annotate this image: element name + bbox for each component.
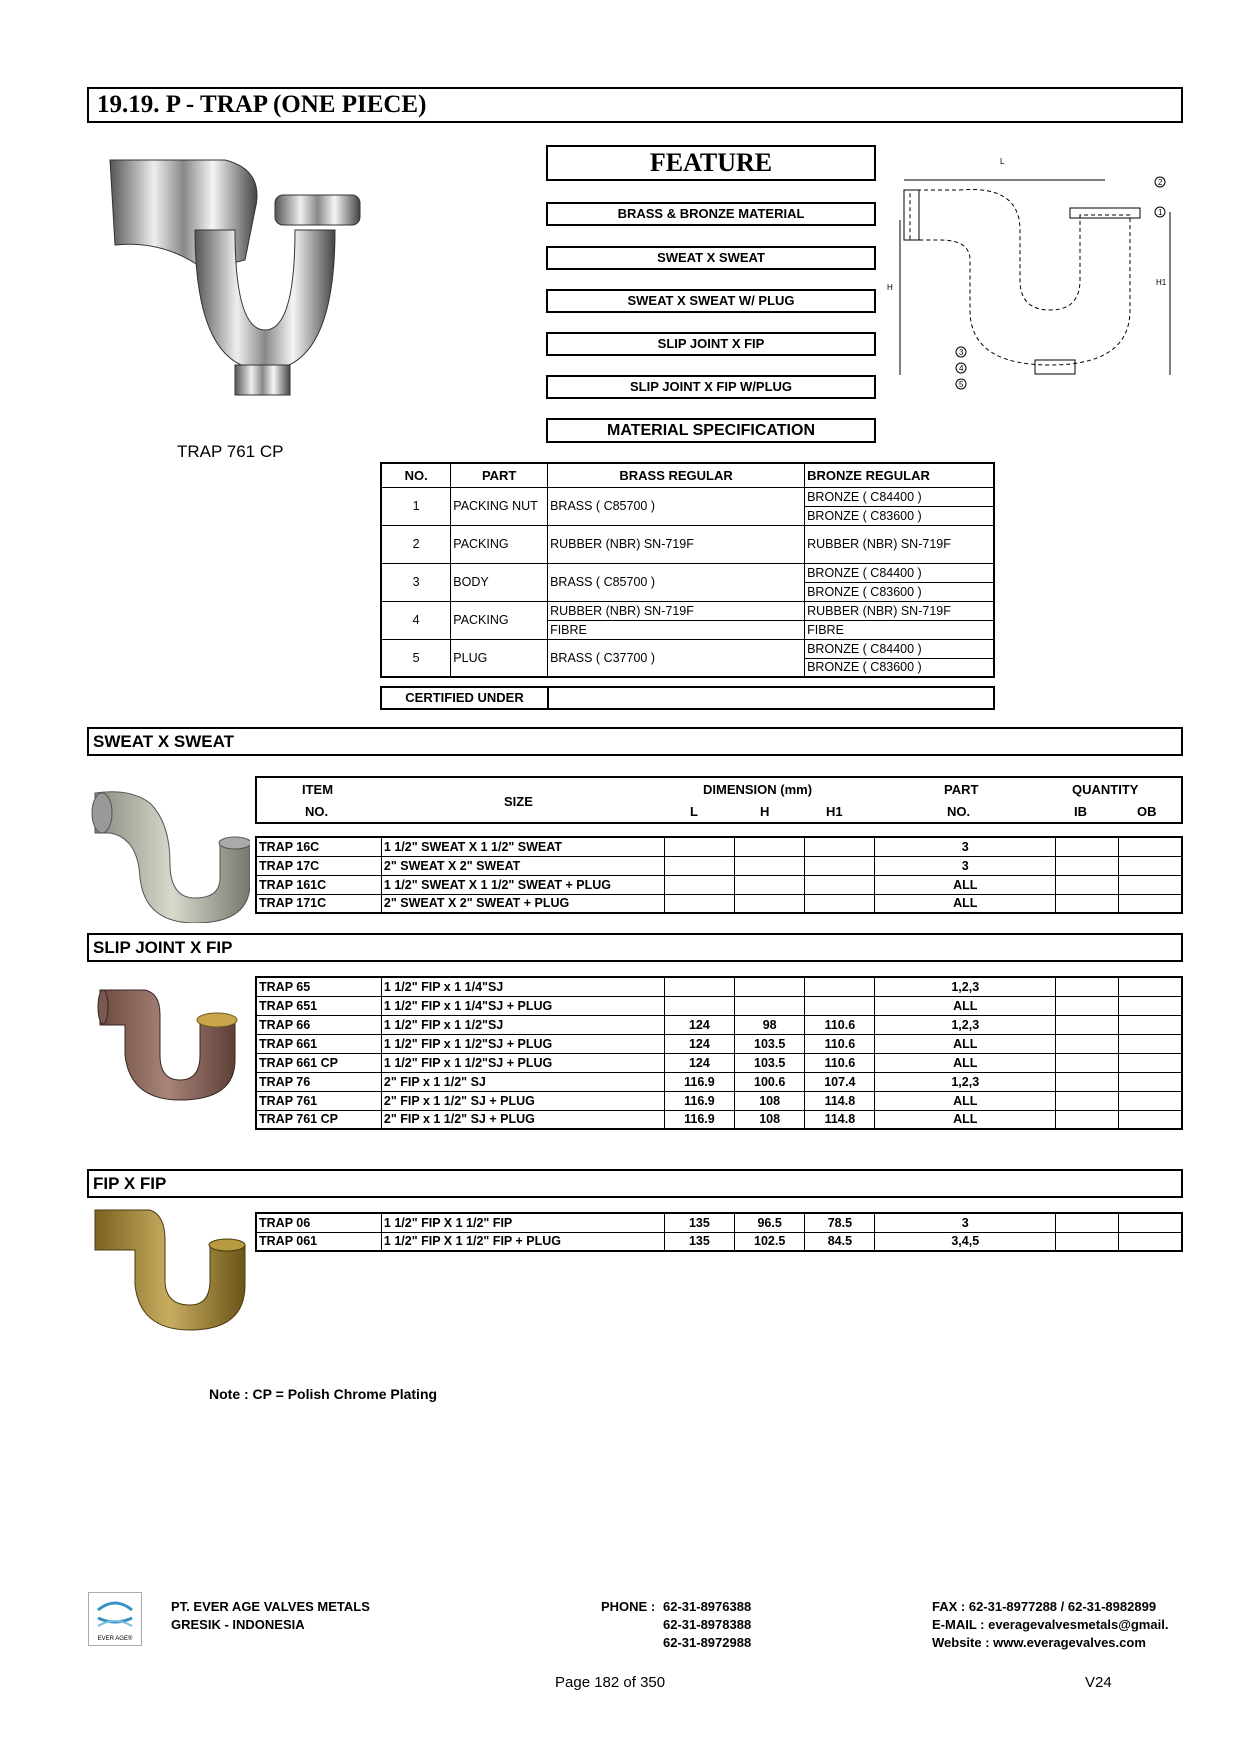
row-brass: RUBBER (NBR) SN-719F (548, 601, 805, 620)
fip-table (255, 1212, 1183, 1252)
size: 1 1/2" FIP x 1 1/4"SJ + PLUG (381, 996, 664, 1015)
row-no: 1 (381, 487, 451, 525)
qty-ob (1119, 837, 1182, 856)
part-no: ALL (875, 1034, 1056, 1053)
diagram-label: 1 (1158, 208, 1163, 217)
size: 1 1/2" FIP x 1 1/4"SJ (381, 977, 664, 996)
row-bronze: RUBBER (NBR) SN-719F (805, 525, 994, 563)
dim-l (664, 894, 734, 913)
table-row (256, 996, 1182, 1015)
diagram-label: 3 (959, 348, 964, 357)
dim-h1: 84.5 (805, 1232, 875, 1251)
qty-ib (1056, 1110, 1119, 1129)
feature-item: SLIP JOINT X FIP W/PLUG (546, 375, 876, 399)
dim-h: 100.6 (735, 1072, 805, 1091)
col-header: BRONZE REGULAR (805, 463, 994, 487)
dim-l: 124 (664, 1015, 734, 1034)
qty-ib (1056, 837, 1119, 856)
qty-ob (1119, 996, 1182, 1015)
dim-h: 98 (735, 1015, 805, 1034)
size: 1 1/2" FIP x 1 1/2"SJ + PLUG (381, 1053, 664, 1072)
product-photo-slip-joint (95, 985, 245, 1105)
phone-label: PHONE : (601, 1599, 656, 1614)
diagram-label: 2 (1158, 178, 1163, 187)
certified-label: CERTIFIED UNDER (382, 688, 549, 708)
part-no: ALL (875, 1053, 1056, 1072)
item-no: TRAP 76 (256, 1072, 381, 1091)
qty-ob (1119, 1232, 1182, 1251)
qty-ib (1056, 875, 1119, 894)
row-brass: BRASS ( C85700 ) (548, 487, 805, 525)
section-title: SWEAT X SWEAT (87, 727, 1183, 756)
diagram-label: H (887, 283, 893, 292)
qty-ob (1119, 1091, 1182, 1110)
dim-l (664, 977, 734, 996)
section-title: FIP X FIP (87, 1169, 1183, 1198)
part-no: ALL (875, 996, 1056, 1015)
part-no: 3 (875, 856, 1056, 875)
feature-item: BRASS & BRONZE MATERIAL (546, 202, 876, 226)
table-row (256, 894, 1182, 913)
row-bronze: BRONZE ( C84400 ) (805, 563, 994, 582)
qty-ib (1056, 1213, 1119, 1232)
col-header: BRASS REGULAR (548, 463, 805, 487)
page-number: Page 182 of 350 (555, 1674, 666, 1691)
dim-h1 (805, 894, 875, 913)
version: V24 (1085, 1674, 1112, 1691)
item-no: TRAP 761 CP (256, 1110, 381, 1129)
dim-h1 (805, 996, 875, 1015)
qty-ob (1119, 894, 1182, 913)
size: 2" FIP x 1 1/2" SJ + PLUG (381, 1110, 664, 1129)
row-no: 4 (381, 601, 451, 639)
qty-ob (1119, 1110, 1182, 1129)
item-no: TRAP 661 CP (256, 1053, 381, 1072)
hdr-item-no: NO. (305, 804, 329, 819)
qty-ob (1119, 875, 1182, 894)
qty-ib (1056, 1232, 1119, 1251)
qty-ob (1119, 856, 1182, 875)
qty-ib (1056, 1053, 1119, 1072)
size: 1 1/2" FIP X 1 1/2" FIP + PLUG (381, 1232, 664, 1251)
diagram-label: 5 (959, 380, 964, 389)
row-part: BODY (451, 563, 548, 601)
product-photo-chrome (105, 150, 375, 410)
hdr-l: L (690, 804, 698, 819)
email: E-MAIL : everagevalvesmetals@gmail. (932, 1617, 1169, 1632)
qty-ib (1056, 894, 1119, 913)
qty-ib (1056, 1091, 1119, 1110)
row-bronze: RUBBER (NBR) SN-719F (805, 601, 994, 620)
hdr-part-no: NO. (947, 804, 971, 819)
dim-h (735, 875, 805, 894)
page-title: 19.19. P - TRAP (ONE PIECE) (87, 87, 1183, 123)
row-no: 2 (381, 525, 451, 563)
item-no: TRAP 061 (256, 1232, 381, 1251)
dim-h1 (805, 977, 875, 996)
row-bronze: BRONZE ( C83600 ) (805, 582, 994, 601)
qty-ob (1119, 1072, 1182, 1091)
dimension-header (255, 776, 1183, 824)
dim-l: 135 (664, 1213, 734, 1232)
table-row (256, 856, 1182, 875)
product-caption: TRAP 761 CP (177, 442, 284, 461)
dim-h: 108 (735, 1091, 805, 1110)
hdr-h1: H1 (826, 804, 843, 819)
dim-h1 (805, 837, 875, 856)
dim-l (664, 837, 734, 856)
material-spec-heading: MATERIAL SPECIFICATION (546, 418, 876, 443)
diagram-label: L (1000, 157, 1005, 166)
hdr-ob: OB (1137, 804, 1157, 819)
dim-h (735, 856, 805, 875)
table-row (256, 977, 1182, 996)
hdr-ib: IB (1074, 804, 1087, 819)
feature-item: SLIP JOINT X FIP (546, 332, 876, 356)
part-no: 3 (875, 837, 1056, 856)
dim-h1: 114.8 (805, 1091, 875, 1110)
row-bronze: BRONZE ( C84400 ) (805, 487, 994, 506)
hdr-size: SIZE (504, 794, 533, 809)
row-bronze: BRONZE ( C83600 ) (805, 658, 994, 677)
table-row (256, 1091, 1182, 1110)
item-no: TRAP 171C (256, 894, 381, 913)
size: 2" SWEAT X 2" SWEAT + PLUG (381, 894, 664, 913)
item-no: TRAP 17C (256, 856, 381, 875)
qty-ob (1119, 1053, 1182, 1072)
dim-h1: 78.5 (805, 1213, 875, 1232)
part-no: 1,2,3 (875, 1072, 1056, 1091)
dim-h (735, 894, 805, 913)
hdr-item: ITEM (302, 782, 334, 797)
company-name: PT. EVER AGE VALVES METALS (171, 1599, 370, 1614)
dim-h1: 107.4 (805, 1072, 875, 1091)
qty-ob (1119, 1034, 1182, 1053)
logo-text: EVER AGE® (97, 1636, 133, 1642)
dim-h1 (805, 875, 875, 894)
dim-l: 124 (664, 1053, 734, 1072)
hdr-quantity: QUANTITY (1072, 782, 1139, 797)
fax: FAX : 62-31-8977288 / 62-31-8982899 (932, 1599, 1157, 1614)
dim-l: 124 (664, 1034, 734, 1053)
dim-h: 96.5 (735, 1213, 805, 1232)
dim-h1 (805, 856, 875, 875)
row-bronze: BRONZE ( C84400 ) (805, 639, 994, 658)
part-no: 1,2,3 (875, 1015, 1056, 1034)
table-row (256, 1053, 1182, 1072)
row-no: 3 (381, 563, 451, 601)
part-no: ALL (875, 894, 1056, 913)
part-no: ALL (875, 1110, 1056, 1129)
item-no: TRAP 16C (256, 837, 381, 856)
feature-item: SWEAT X SWEAT (546, 246, 876, 270)
dim-h: 108 (735, 1110, 805, 1129)
part-no: 3,4,5 (875, 1232, 1056, 1251)
dim-l (664, 996, 734, 1015)
dim-h1: 110.6 (805, 1034, 875, 1053)
website: Website : www.everagevalves.com (932, 1635, 1146, 1650)
phone-number: 62-31-8972988 (663, 1635, 752, 1650)
dim-l: 116.9 (664, 1072, 734, 1091)
dim-l: 116.9 (664, 1110, 734, 1129)
qty-ib (1056, 1034, 1119, 1053)
dim-h (735, 837, 805, 856)
col-header: NO. (381, 463, 451, 487)
hdr-part: PART (944, 782, 979, 797)
dim-h: 103.5 (735, 1034, 805, 1053)
table-row (256, 837, 1182, 856)
table-row (256, 1015, 1182, 1034)
row-brass: RUBBER (NBR) SN-719F (548, 525, 805, 563)
qty-ib (1056, 1015, 1119, 1034)
table-row (256, 1110, 1182, 1129)
dim-l: 135 (664, 1232, 734, 1251)
sweat-table (255, 836, 1183, 914)
table-row (256, 1232, 1182, 1251)
size: 2" FIP x 1 1/2" SJ (381, 1072, 664, 1091)
hdr-dimension: DIMENSION (mm) (703, 782, 813, 797)
slip-joint-table (255, 976, 1183, 1130)
dim-l (664, 875, 734, 894)
row-part: PACKING (451, 525, 548, 563)
hdr-h: H (760, 804, 770, 819)
table-row (256, 875, 1182, 894)
item-no: TRAP 06 (256, 1213, 381, 1232)
part-no: ALL (875, 1091, 1056, 1110)
qty-ib (1056, 996, 1119, 1015)
diagram-label: 4 (959, 364, 964, 373)
feature-item: SWEAT X SWEAT W/ PLUG (546, 289, 876, 313)
dim-h1: 110.6 (805, 1053, 875, 1072)
row-part: PLUG (451, 639, 548, 677)
dim-h1: 110.6 (805, 1015, 875, 1034)
row-bronze: FIBRE (805, 620, 994, 639)
certified-under (380, 686, 995, 710)
product-photo-sweat (90, 783, 250, 923)
dim-h (735, 977, 805, 996)
size: 1 1/2" FIP x 1 1/2"SJ (381, 1015, 664, 1034)
row-part: PACKING NUT (451, 487, 548, 525)
phone-number: 62-31-8978388 (663, 1617, 752, 1632)
product-photo-fip (90, 1205, 250, 1335)
part-no: ALL (875, 875, 1056, 894)
dim-l (664, 856, 734, 875)
item-no: TRAP 651 (256, 996, 381, 1015)
dim-h: 103.5 (735, 1053, 805, 1072)
size: 2" SWEAT X 2" SWEAT (381, 856, 664, 875)
row-part: PACKING (451, 601, 548, 639)
part-no: 3 (875, 1213, 1056, 1232)
dim-h1: 114.8 (805, 1110, 875, 1129)
size: 1 1/2" SWEAT X 1 1/2" SWEAT + PLUG (381, 875, 664, 894)
row-brass: BRASS ( C37700 ) (548, 639, 805, 677)
item-no: TRAP 661 (256, 1034, 381, 1053)
technical-diagram (880, 150, 1180, 410)
feature-heading: FEATURE (546, 145, 876, 181)
phone-number: 62-31-8976388 (663, 1599, 752, 1614)
size: 1 1/2" FIP X 1 1/2" FIP (381, 1213, 664, 1232)
section-title: SLIP JOINT X FIP (87, 933, 1183, 962)
dim-h (735, 996, 805, 1015)
item-no: TRAP 65 (256, 977, 381, 996)
size: 2" FIP x 1 1/2" SJ + PLUG (381, 1091, 664, 1110)
table-row (256, 1213, 1182, 1232)
table-row (256, 1072, 1182, 1091)
item-no: TRAP 761 (256, 1091, 381, 1110)
table-row (256, 1034, 1182, 1053)
row-brass: FIBRE (548, 620, 805, 639)
row-brass: BRASS ( C85700 ) (548, 563, 805, 601)
company-logo (88, 1592, 142, 1646)
dim-l: 116.9 (664, 1091, 734, 1110)
row-bronze: BRONZE ( C83600 ) (805, 506, 994, 525)
qty-ob (1119, 1213, 1182, 1232)
item-no: TRAP 66 (256, 1015, 381, 1034)
size: 1 1/2" SWEAT X 1 1/2" SWEAT (381, 837, 664, 856)
col-header: PART (451, 463, 548, 487)
qty-ob (1119, 977, 1182, 996)
diagram-label: H1 (1156, 278, 1167, 287)
dim-h: 102.5 (735, 1232, 805, 1251)
row-no: 5 (381, 639, 451, 677)
part-no: 1,2,3 (875, 977, 1056, 996)
note: Note : CP = Polish Chrome Plating (209, 1386, 438, 1402)
material-table (380, 462, 995, 678)
company-location: GRESIK - INDONESIA (171, 1617, 305, 1632)
size: 1 1/2" FIP x 1 1/2"SJ + PLUG (381, 1034, 664, 1053)
qty-ob (1119, 1015, 1182, 1034)
qty-ib (1056, 856, 1119, 875)
item-no: TRAP 161C (256, 875, 381, 894)
qty-ib (1056, 977, 1119, 996)
qty-ib (1056, 1072, 1119, 1091)
